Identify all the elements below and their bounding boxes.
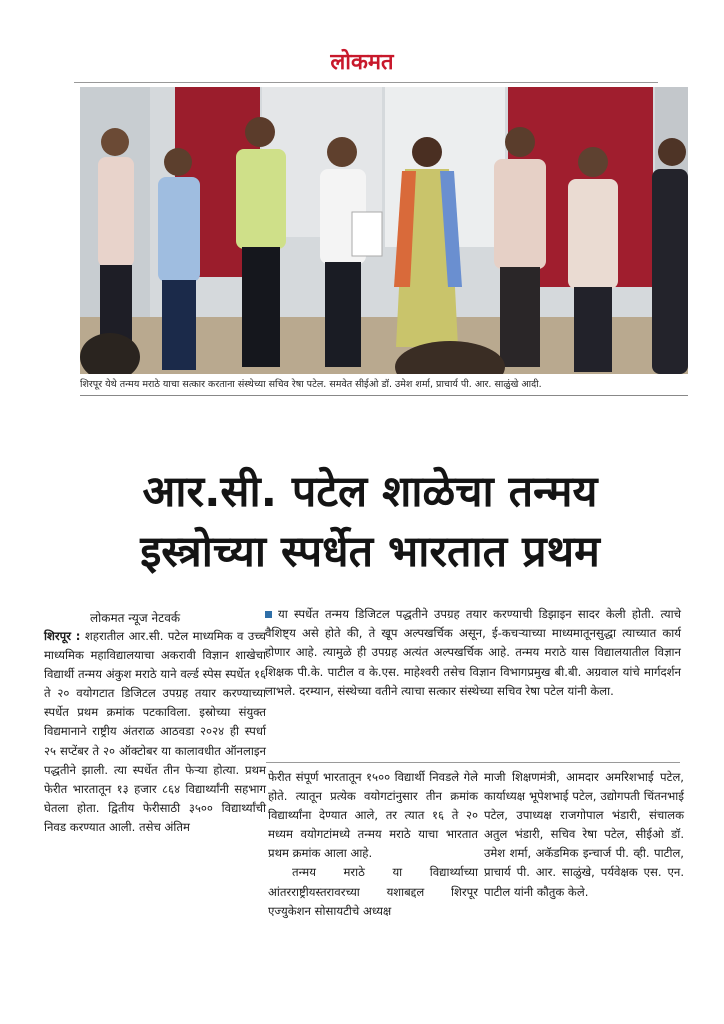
article-column-2 xyxy=(268,768,478,921)
highlight-box xyxy=(265,605,681,753)
article-column-3 xyxy=(484,768,684,902)
dateline: शिरपूर : xyxy=(44,629,81,643)
photo-caption: शिरपूर येथे तन्मय मराठे याचा सत्कार करताना संस्थेच्या सचिव रेषा पटेल. समवेत सीईओ डॉ. उमेश शर्मा, प्राचार्य पी. आर. साळुंखे आदी. xyxy=(80,379,542,390)
newspaper-masthead: लोकमत xyxy=(330,50,394,75)
caption-rule xyxy=(80,395,688,396)
col2-paragraph-2: तन्मय मराठे या विद्यार्थ्याच्या आंतरराष्ट्रीयस्तरावरच्या यशाबद्दल शिरपूर एज्युकेशन सोसायटीचे अध्यक्ष xyxy=(268,865,478,918)
article-column-1 xyxy=(44,627,266,837)
box-rule xyxy=(266,762,680,763)
bullet-icon xyxy=(265,611,272,618)
headline-line-2: इस्त्रोच्या स्पर्धेत भारतात प्रथम xyxy=(140,527,600,577)
byline: लोकमत न्यूज नेटवर्क xyxy=(90,611,181,625)
col3-paragraph: माजी शिक्षणमंत्री, आमदार अमरिशभाई पटेल, कार्याध्यक्ष भूपेशभाई पटेल, उद्योगपती चिंतनभाई पटेल, उपाध्यक्ष राजगोपाल भंडारी, संचालक अतुल भंडारी, सचिव रेषा पटेल, सीईओ डॉ. उमेश शर्मा, अकॅडमिक इन्चार्ज पी. व्ही. पाटील, प्राचार्य पी. आर. साळुंखे, पर्यवेक्षक एस. एन. पाटील यांनी कौतुक केले. xyxy=(484,770,684,899)
highlight-text: या स्पर्धेत तन्मय डिजिटल पद्धतीने उपग्रह तयार करण्याची डिझाइन सादर केली होती. त्याचे वैशिष्ट्य असे होते की, ते खूप अल्पखर्चिक असून, ई-कचऱ्याच्या माध्यमातूनसुद्धा त्याच्यात कार्य होणार आहे. त्यामुळे ही उपग्रह अत्यंत अल्पखर्चिक आहे. तन्मय मराठे यास विद्यालयातील विज्ञान शिक्षक पी.के. पाटील व के.एस. माहेश्वरी तसेच विज्ञान विभागप्रमुख बी.बी. अग्रवाल यांचे मार्गदर्शन लाभले. दरम्यान, संस्थेच्या वतीने त्याचा सत्कार संस्थेच्या सचिव रेषा पटेल यांनी केला. xyxy=(265,607,681,698)
news-photo xyxy=(80,87,688,374)
masthead-rule xyxy=(74,82,658,83)
article-text-col1: शहरातील आर.सी. पटेल माध्यमिक व उच्च माध्यमिक महाविद्यालयाचा अकरावी विज्ञान शाखेचा विद्यार्थी तन्मय अंकुश मराठे याने वर्ल्ड स्पेस स्पर्धेत १६ ते २० वयोगटात डिजिटल उपग्रह तयार करण्याच्या स्पर्धेत प्रथम क्रमांक पटकाविला. इस्रोच्या संयुक्त विद्यमानाने राष्ट्रीय अंतराळ आठवडा २०२४ ही स्पर्धा २५ सप्टेंबर ते २० ऑक्टोबर या कालावधीत ऑनलाइन पद्धतीने झाली. त्या स्पर्धेत तीन फेऱ्या होत्या. प्रथम फेरीत भारतातून १३ हजार ८६४ विद्यार्थ्यांनी सहभाग घेतला होता. द्वितीय फेरीसाठी ३५०० विद्यार्थ्यांची निवड करण्यात आली. तसेच अंतिम xyxy=(44,629,267,834)
headline-line-1: आर.सी. पटेल शाळेचा तन्मय xyxy=(142,467,598,517)
col2-paragraph-1: फेरीत संपूर्ण भारतातून १५०० विद्यार्थी निवडले गेले होते. त्यातून प्रत्येक वयोगटांनुसार तीन क्रमांक विद्यार्थ्यांना देण्यात आले, तर त्यात १६ ते २० मध्यम वयोगटांमध्ये तन्मय मराठे याचा भारतात प्रथम क्रमांक आला आहे. xyxy=(268,770,478,861)
